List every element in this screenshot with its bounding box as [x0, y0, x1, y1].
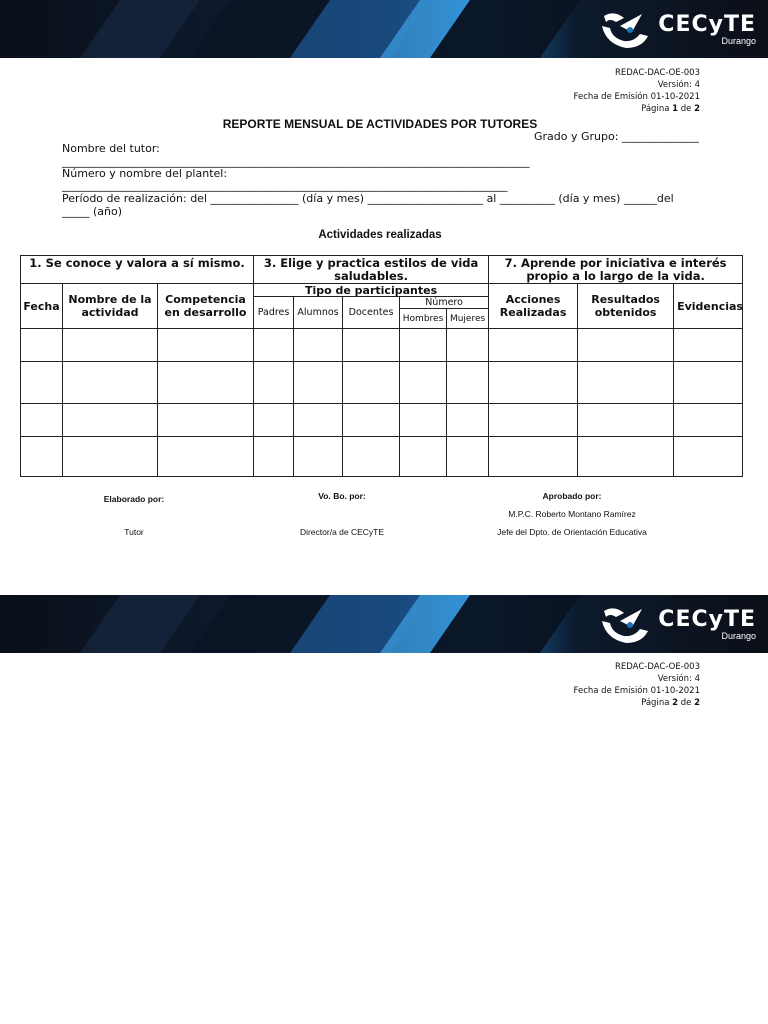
document-meta	[574, 67, 700, 115]
document-code: REDAC-DAC-OE-003	[615, 662, 700, 672]
table-row	[21, 329, 743, 362]
cecyte-logo	[598, 8, 756, 52]
elaborado-label: Elaborado por:	[103, 494, 165, 504]
logo-subtitle: Durango	[721, 36, 756, 46]
activities-heading: Actividades realizadas	[318, 229, 442, 241]
director-role: Director/a de CECyTE	[299, 527, 385, 537]
document-version: Versión: 4	[657, 674, 700, 684]
table-row	[21, 362, 743, 404]
tutor-name-label: Nombre del tutor:	[62, 142, 160, 155]
col-evidencias: Evidencias	[674, 284, 743, 329]
tutor-role: Tutor	[124, 527, 144, 537]
activities-table	[20, 255, 743, 477]
col-alumnos: Alumnos	[294, 297, 343, 329]
period-field: Período de realización: del ________________ (día y mes) _____________________ al __________ (día y mes) ______del	[62, 192, 674, 205]
jefe-role: Jefe del Dpto. de Orientación Educativa	[497, 527, 647, 537]
col-acciones: Acciones Realizadas	[489, 284, 578, 329]
document-meta-page2	[574, 661, 700, 709]
header-banner-page2	[0, 595, 768, 653]
col-fecha: Fecha	[21, 284, 63, 329]
numero-header: Número	[400, 297, 489, 309]
header-banner	[0, 0, 768, 58]
col-competencia: Competencia en desarrollo	[158, 284, 254, 329]
page-number: Página 2 de 2	[641, 698, 700, 708]
document-version: Versión: 4	[657, 80, 700, 90]
col-docentes: Docentes	[343, 297, 400, 329]
group-header-1: 1. Se conoce y valora a sí mismo.	[21, 256, 254, 284]
group-header-7: 7. Aprende por iniciativa e interés propio a lo largo de la vida.	[489, 256, 743, 284]
aprobado-name: M.P.C. Roberto Montano Ramírez	[508, 509, 636, 519]
table-row	[21, 437, 743, 477]
school-label: Número y nombre del plantel:	[62, 167, 228, 180]
vobo-label: Vo. Bo. por:	[318, 491, 366, 501]
table-row	[21, 404, 743, 437]
grade-group-field: Grado y Grupo: ______________	[534, 130, 699, 143]
cecyte-emblem-icon	[598, 8, 654, 52]
logo-name: CECyTE	[658, 12, 756, 37]
logo-subtitle: Durango	[721, 631, 756, 641]
tutor-name-line: _____________________________________________________________________________________	[62, 155, 530, 168]
col-resultados: Resultados obtenidos	[578, 284, 674, 329]
col-hombres: Hombres	[400, 309, 447, 329]
document-issue-date: Fecha de Emisión 01-10-2021	[573, 686, 700, 696]
year-field: _____ (año)	[62, 205, 123, 218]
col-padres: Padres	[254, 297, 294, 329]
participants-header: Tipo de participantes	[254, 284, 489, 297]
aprobado-label: Aprobado por:	[542, 491, 602, 501]
col-mujeres: Mujeres	[447, 309, 489, 329]
document-issue-date: Fecha de Emisión 01-10-2021	[573, 92, 700, 102]
page-number: Página 1 de 2	[641, 104, 700, 114]
school-line: _________________________________________________________________________________	[62, 179, 508, 192]
cecyte-emblem-icon	[598, 603, 654, 647]
logo-name: CECyTE	[658, 607, 756, 632]
group-header-3: 3. Elige y practica estilos de vida saludables.	[254, 256, 489, 284]
document-code: REDAC-DAC-OE-003	[615, 68, 700, 78]
cecyte-logo	[598, 603, 756, 647]
col-nombre-actividad: Nombre de la actividad	[63, 284, 158, 329]
form-title: REPORTE MENSUAL DE ACTIVIDADES POR TUTORES	[222, 117, 538, 131]
